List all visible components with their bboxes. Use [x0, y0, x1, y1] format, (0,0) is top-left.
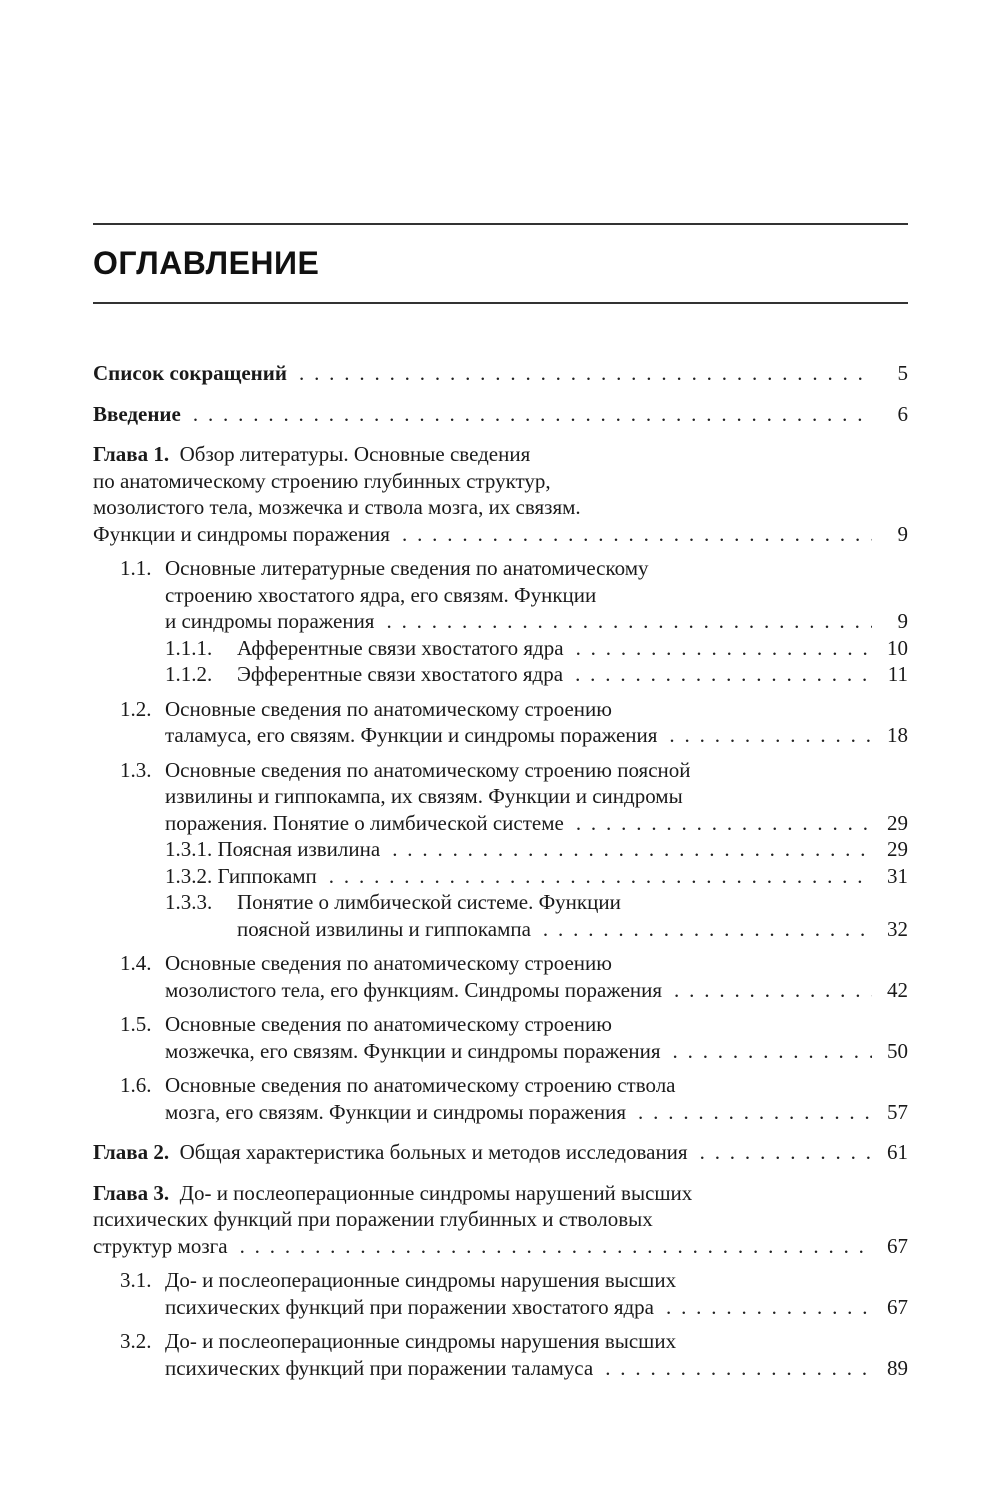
leader-dots — [240, 1233, 872, 1260]
page-number: 57 — [887, 1099, 908, 1124]
leader-dots — [673, 1038, 873, 1065]
entry-text-line: мозолистого тела, его функциям. Синдромы поражения — [165, 977, 663, 1002]
entry-text-line: Афферентные связи хвостатого ядра — [237, 635, 564, 660]
entry-label: 1.1.1. — [165, 635, 213, 660]
leader-dots — [669, 722, 872, 749]
entry-text-line: Функции и синдромы поражения — [93, 521, 390, 546]
toc-entry-3-1[interactable] — [93, 1267, 908, 1320]
entry-label: 1.2. — [120, 696, 152, 721]
entry-label: Введение — [93, 401, 181, 426]
entry-text-line: До- и послеоперационные синдромы нарушения высших — [165, 1268, 677, 1292]
page-number: 50 — [887, 1038, 908, 1063]
toc-entry-1-4[interactable] — [93, 950, 908, 1003]
toc-entry-3-2[interactable] — [93, 1328, 908, 1381]
entry-text-line: До- и послеоперационные синдромы нарушений высших — [179, 1180, 693, 1205]
entry-text-line: Обзор литературы. Основные сведения — [179, 442, 531, 466]
toc-entry-1-5[interactable] — [93, 1011, 908, 1064]
page-number: 89 — [887, 1355, 908, 1380]
entry-text-line: Основные литературные сведения по анатомическому — [165, 556, 649, 580]
top-rule — [93, 223, 908, 225]
page-number: 32 — [887, 916, 908, 941]
leader-dots — [576, 635, 872, 662]
toc-entry-chapter-3[interactable] — [93, 1180, 908, 1260]
entry-text-line: таламуса, его связям. Функции и синдромы поражения — [165, 723, 658, 747]
entry-label: 1.3.2. — [165, 863, 213, 888]
entry-text-line: До- и послеоперационные синдромы нарушения высших — [165, 1329, 677, 1353]
table-of-contents — [93, 360, 908, 1381]
entry-label: 1.1. — [120, 556, 152, 580]
toc-entry-1-2[interactable] — [93, 696, 908, 749]
leader-dots — [329, 863, 872, 890]
entry-text-line: Поясная извилина — [217, 837, 381, 861]
entry-label: 1.6. — [120, 1073, 152, 1097]
entry-label: 1.1.2. — [165, 662, 213, 686]
leader-dots — [674, 977, 872, 1004]
entry-label: 3.1. — [120, 1268, 152, 1292]
page-number: 5 — [897, 361, 908, 385]
entry-text-line: Основные сведения по анатомическому строению — [165, 696, 612, 721]
toc-entry-chapter-1[interactable] — [93, 441, 908, 547]
leader-dots — [666, 1294, 872, 1321]
page-number: 67 — [887, 1233, 908, 1258]
entry-label: Глава 2. — [93, 1140, 170, 1164]
entry-text-line: Понятие о лимбической системе. Функции — [237, 890, 621, 914]
entry-text-line: Основные сведения по анатомическому строению — [165, 1012, 612, 1036]
page-number: 61 — [887, 1140, 908, 1164]
toc-entry-1-3-1[interactable] — [93, 836, 908, 863]
toc-entry-1-1[interactable] — [93, 555, 908, 635]
entry-text-line: поясной извилины и гиппокампа — [237, 916, 531, 941]
entry-text-line: мозга, его связям. Функции и синдромы поражения — [165, 1099, 627, 1124]
leader-dots — [700, 1139, 872, 1166]
leader-dots — [638, 1099, 872, 1126]
page-number: 10 — [887, 635, 908, 660]
leader-dots — [402, 521, 872, 548]
entry-text-line: структур мозга — [93, 1233, 228, 1258]
toc-entry-1-6[interactable] — [93, 1072, 908, 1125]
leader-dots — [386, 608, 872, 635]
entry-label: Глава 3. — [93, 1180, 170, 1205]
page-number: 67 — [887, 1294, 908, 1319]
toc-entry-abbreviations[interactable] — [93, 360, 908, 387]
entry-text-line: по анатомическому строению глубинных структур, — [93, 468, 551, 493]
page-number: 31 — [887, 863, 908, 888]
entry-text-line: психических функций при поражении хвостатого ядра — [165, 1294, 654, 1319]
page-number: 9 — [897, 521, 908, 546]
entry-text-line: и синдромы поражения — [165, 609, 375, 633]
entry-label: 3.2. — [120, 1329, 152, 1353]
entry-text-line: Гиппокамп — [217, 863, 317, 888]
entry-label: 1.4. — [120, 951, 152, 975]
page-number: 18 — [887, 723, 908, 747]
entry-text-line: Эфферентные связи хвостатого ядра — [237, 662, 564, 686]
leader-dots — [605, 1355, 872, 1382]
page-number: 29 — [887, 837, 908, 861]
entry-text-line: извилины и гиппокампа, их связям. Функции и синдромы — [165, 784, 683, 808]
entry-text-line: мозолистого тела, мозжечка и ствола мозга, их связям. — [93, 495, 581, 519]
entry-text-line: Общая характеристика больных и методов исследования — [179, 1140, 688, 1164]
entry-text-line: психических функций при поражении таламуса — [165, 1355, 594, 1380]
page-title: ОГЛАВЛЕНИЕ — [93, 245, 320, 281]
bottom-rule — [93, 302, 908, 304]
leader-dots — [392, 836, 872, 863]
leader-dots — [575, 661, 872, 688]
entry-text-line: психических функций при поражении глубинных и стволовых — [93, 1207, 653, 1231]
entry-label: 1.3. — [120, 757, 152, 782]
entry-label: Глава 1. — [93, 442, 170, 466]
entry-label: 1.3.1. — [165, 837, 213, 861]
leader-dots — [299, 360, 872, 387]
entry-text-line: поражения. Понятие о лимбической системе — [165, 810, 564, 835]
entry-text-line: строению хвостатого ядра, его связям. Функции — [165, 582, 597, 607]
entry-text-line: Основные сведения по анатомическому строению ствола — [165, 1073, 676, 1097]
entry-label: 1.3.3. — [165, 890, 213, 914]
entry-text-line: Основные сведения по анатомическому строению поясной — [165, 757, 691, 782]
leader-dots — [576, 810, 872, 837]
page-number: 29 — [887, 810, 908, 835]
entry-label: 1.5. — [120, 1012, 152, 1036]
entry-text-line: Основные сведения по анатомическому строению — [165, 951, 612, 975]
toc-entry-1-1-2[interactable] — [93, 661, 908, 688]
page-number: 9 — [897, 609, 908, 633]
leader-dots — [193, 401, 872, 428]
toc-entry-1-3-3[interactable] — [93, 889, 908, 942]
entry-label: Список сокращений — [93, 361, 287, 385]
page-number: 42 — [887, 977, 908, 1002]
entry-text-line: мозжечка, его связям. Функции и синдромы поражения — [165, 1038, 661, 1063]
toc-entry-chapter-2[interactable] — [93, 1139, 908, 1166]
page-number: 11 — [887, 662, 908, 686]
page-number: 6 — [897, 401, 908, 426]
leader-dots — [543, 916, 872, 943]
toc-entry-1-1-1[interactable] — [93, 635, 908, 662]
toc-entry-1-3[interactable] — [93, 757, 908, 837]
toc-entry-introduction[interactable] — [93, 401, 908, 428]
toc-entry-1-3-2[interactable] — [93, 863, 908, 890]
